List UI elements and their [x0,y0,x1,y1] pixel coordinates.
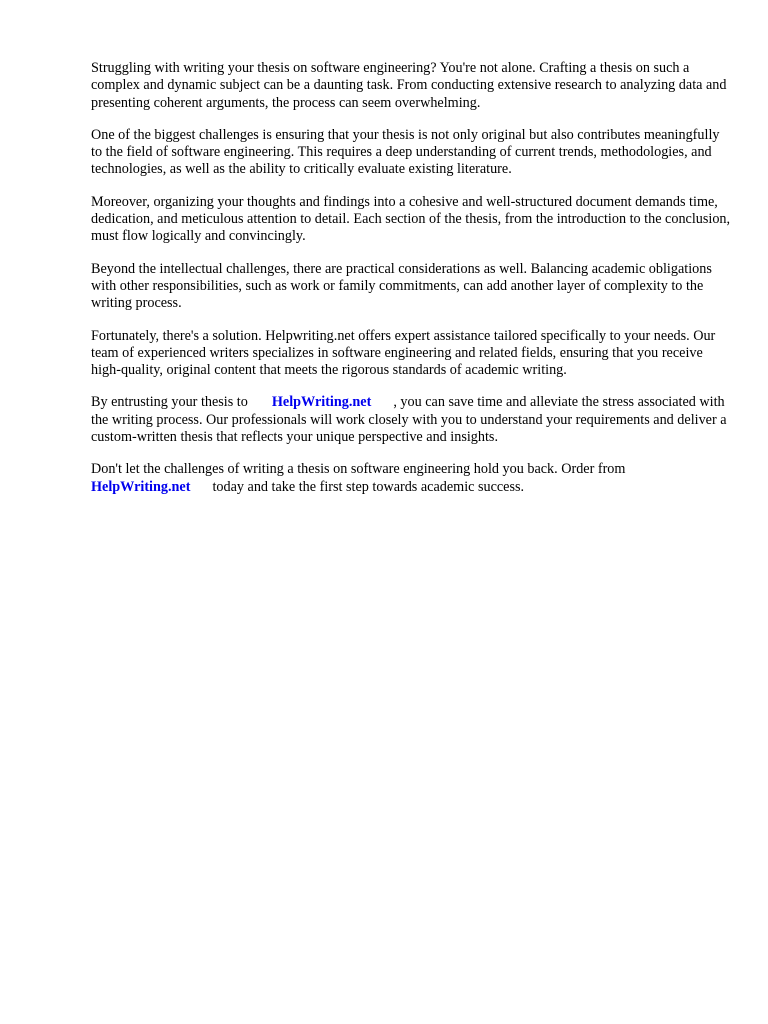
paragraph-cta [91,461,731,496]
helpwriting-link[interactable]: HelpWriting.net [271,394,372,411]
paragraph-entrusting-before: By entrusting your thesis to [91,394,248,411]
document-page [91,60,731,511]
paragraph-cta-before: Don't let the challenges of writing a thesis on software engineering hold you back. Order from [91,461,626,478]
paragraph-challenges: One of the biggest challenges is ensuring that your thesis is not only original but also contributes meaningfully to the field of software engineering. This requires a deep understanding of current trends, methodologies, and technologies, as well as the ability to critically evaluate existing literature. [91,126,720,178]
paragraph-solution: Fortunately, there's a solution. Helpwriting.net offers expert assistance tailored specifically to your needs. Our team of experienced writers specializes in software engineering and related fields, ensuring that you receive high-quality, original content that meets the rigorous standards of academic writing. [91,327,716,379]
paragraph-intro: Struggling with writing your thesis on software engineering? You're not alone. Crafting a thesis on such a complex and dynamic subject can be a daunting task. From conducting extensive research to analyzing data and presenting coherent arguments, the process can seem overwhelming. [91,60,727,111]
helpwriting-link-cta[interactable]: HelpWriting.net [91,478,191,495]
paragraph-cta-after: today and take the first step towards academic success. [212,478,525,495]
paragraph-entrusting-after: , you can save time and alleviate the stress associated with the writing process. Our professionals will work closely with you to understand your requirements and deliver a custom-written thesis that reflects your unique perspective and insights. [91,394,727,446]
paragraph-practical: Beyond the intellectual challenges, there are practical considerations as well. Balancing academic obligations with other responsibilities, such as work or family commitments, can add another layer of complexity to the writing process. [91,260,712,312]
paragraph-organizing: Moreover, organizing your thoughts and findings into a cohesive and well-structured document demands time, dedication, and meticulous attention to detail. Each section of the thesis, from the introduction to the conclusion, must flow logically and convincingly. [91,193,731,245]
paragraph-entrusting [91,394,731,446]
